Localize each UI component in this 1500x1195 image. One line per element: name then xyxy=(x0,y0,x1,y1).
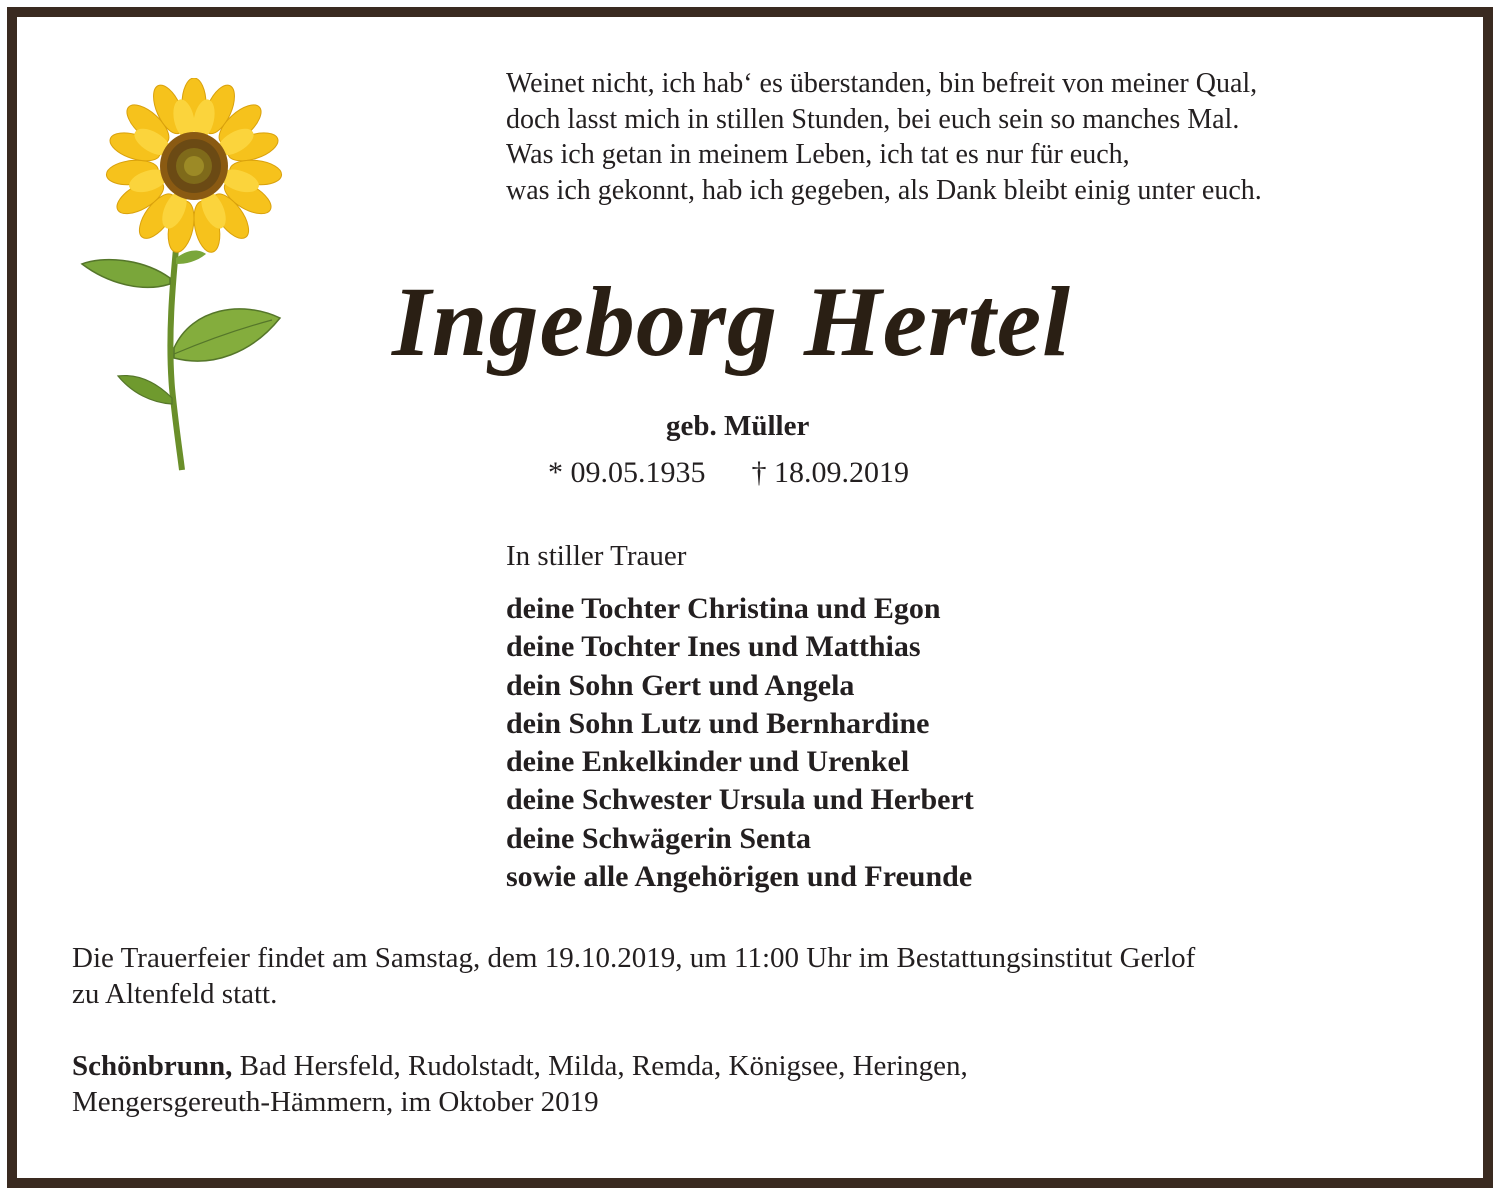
mourner-line: deine Tochter Christina und Egon xyxy=(506,592,941,625)
birth-date: * 09.05.1935 xyxy=(548,456,706,489)
sunflower-icon xyxy=(72,78,287,473)
places-line-1 xyxy=(72,1048,1452,1084)
funeral-line-1: Die Trauerfeier findet am Samstag, dem 19.10.2019, um 11:00 Uhr im Bestattungsinstitut Gerlof xyxy=(72,942,1196,974)
mourner-line: deine Schwester Ursula und Herbert xyxy=(506,783,974,817)
poem-line: Weinet nicht, ich hab‘ es überstanden, bin befreit von meiner Qual, xyxy=(506,68,1258,99)
funeral-notice xyxy=(72,940,1452,1012)
poem-line: was ich gekonnt, hab ich gegeben, als Dank bleibt einig unter euch. xyxy=(506,174,1262,206)
funeral-line-2: zu Altenfeld statt. xyxy=(72,978,278,1010)
mourning-intro: In stiller Trauer xyxy=(506,540,687,572)
mourner-line: deine Enkelkinder und Urenkel xyxy=(506,745,910,779)
mourner-line: dein Sohn Lutz und Bernhardine xyxy=(506,706,930,740)
deceased-name: Ingeborg Hertel xyxy=(392,266,1071,377)
death-date: † 18.09.2019 xyxy=(751,456,909,489)
maiden-name: geb. Müller xyxy=(666,410,810,442)
life-dates xyxy=(548,456,909,490)
poem-line: doch lasst mich in stillen Stunden, bei euch sein so manches Mal. xyxy=(506,103,1240,135)
mourner-line: sowie alle Angehörigen und Freunde xyxy=(506,860,973,894)
other-places: Bad Hersfeld, Rudolstadt, Milda, Remda, Königsee, Heringen, xyxy=(232,1050,968,1082)
poem-line: Was ich getan in meinem Leben, ich tat es nur für euch, xyxy=(506,139,1130,170)
mourner-line: dein Sohn Gert und Angela xyxy=(506,668,855,702)
poem xyxy=(506,66,1406,208)
mourners-list xyxy=(506,590,974,896)
mourner-line: deine Tochter Ines und Matthias xyxy=(506,630,921,664)
main-place: Schönbrunn, xyxy=(72,1050,233,1082)
mourner-line: deine Schwägerin Senta xyxy=(506,821,812,855)
places-footer xyxy=(72,1048,1452,1120)
places-line-2: Mengersgereuth-Hämmern, im Oktober 2019 xyxy=(72,1086,599,1118)
